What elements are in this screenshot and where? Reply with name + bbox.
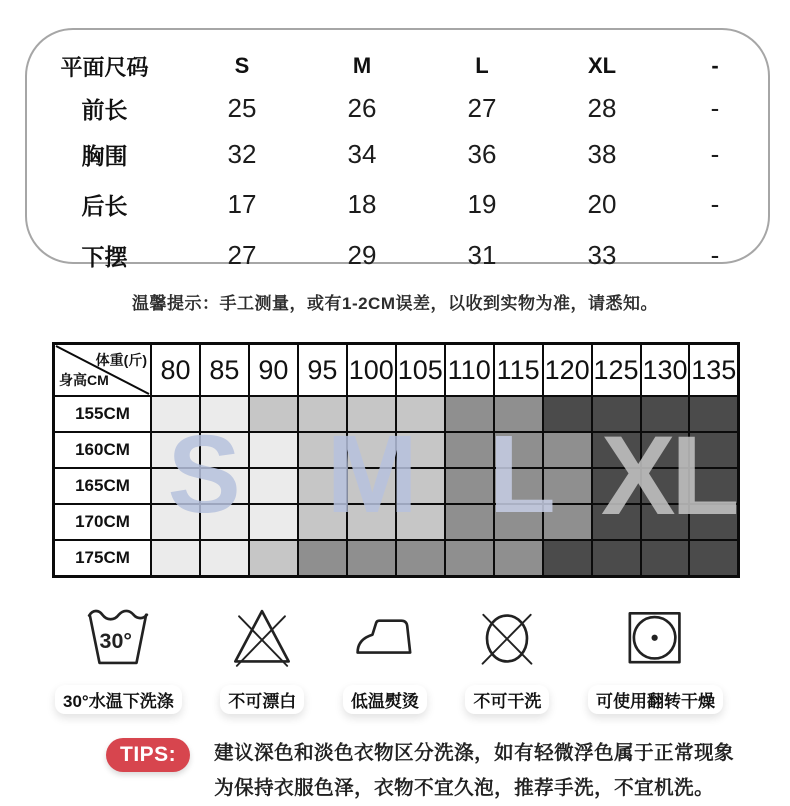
matrix-weight-header: 95 bbox=[298, 344, 347, 397]
flat-size-value: 18 bbox=[347, 188, 377, 219]
flat-size-header-cell: M bbox=[352, 53, 372, 78]
flat-size-row-label: 后长 bbox=[81, 192, 128, 219]
flat-size-value: - bbox=[710, 188, 720, 219]
care-label: 30°水温下洗涤 bbox=[55, 685, 182, 714]
flat-size-value: 26 bbox=[347, 92, 377, 123]
tumble-dry-ok-icon bbox=[618, 600, 692, 674]
flat-size-row-label: 下摆 bbox=[81, 244, 128, 270]
size-zone-cell bbox=[151, 540, 200, 577]
matrix-weight-header: 110 bbox=[445, 344, 494, 397]
tips-line-2: 为保持衣服色泽，衣物不宜久泡，推荐手洗，不宜机洗。 bbox=[214, 777, 715, 800]
size-zone-cell bbox=[543, 468, 592, 504]
corner-weight-label: 体重(斤) bbox=[95, 352, 147, 368]
corner-height-label: 身高CM bbox=[59, 372, 109, 388]
matrix-height-label: 160CM bbox=[54, 432, 152, 468]
size-zone-cell bbox=[494, 468, 543, 504]
size-zone-cell bbox=[200, 468, 249, 504]
size-zone-cell bbox=[445, 540, 494, 577]
tips-line-1: 建议深色和淡色衣物区分洗涤，如有轻微浮色属于正常现象 bbox=[214, 742, 735, 764]
size-zone-cell bbox=[396, 504, 445, 540]
flat-size-value: 32 bbox=[227, 139, 257, 169]
care-item bbox=[465, 600, 549, 714]
care-item bbox=[343, 600, 427, 714]
size-zone-cell bbox=[151, 468, 200, 504]
size-zone-cell bbox=[445, 468, 494, 504]
flat-size-value: 36 bbox=[467, 139, 497, 169]
size-zone-cell bbox=[151, 396, 200, 432]
flat-size-row-label: 前长 bbox=[81, 96, 128, 123]
flat-size-header-cell: XL bbox=[587, 53, 617, 78]
flat-size-value: 29 bbox=[347, 240, 377, 270]
size-zone-cell bbox=[592, 468, 641, 504]
flat-size-value: 20 bbox=[587, 188, 617, 219]
size-zone-cell bbox=[396, 468, 445, 504]
size-zone-cell bbox=[494, 540, 543, 577]
size-zone-cell bbox=[347, 504, 396, 540]
size-zone-cell bbox=[151, 432, 200, 468]
svg-text:30°: 30° bbox=[99, 629, 133, 654]
matrix-height-label: 170CM bbox=[54, 504, 152, 540]
matrix-weight-header: 100 bbox=[347, 344, 396, 397]
flat-size-header-cell: S bbox=[234, 53, 250, 78]
flat-size-value: 38 bbox=[587, 139, 617, 169]
matrix-row bbox=[54, 540, 739, 577]
flat-size-header-cell: L bbox=[475, 53, 489, 78]
matrix-height-label: 155CM bbox=[54, 396, 152, 432]
wash-30-icon bbox=[81, 600, 155, 674]
size-zone-cell bbox=[396, 432, 445, 468]
size-zone-cell bbox=[494, 432, 543, 468]
size-zone-cell bbox=[249, 396, 298, 432]
size-zone-cell bbox=[494, 396, 543, 432]
flat-size-value: 17 bbox=[227, 188, 257, 219]
size-zone-cell bbox=[249, 504, 298, 540]
flat-size-table bbox=[25, 28, 770, 270]
care-label: 低温熨烫 bbox=[343, 685, 427, 714]
flat-size-value: 28 bbox=[587, 92, 617, 123]
height-weight-size-matrix bbox=[52, 342, 740, 570]
size-zone-cell bbox=[200, 504, 249, 540]
matrix-row bbox=[54, 432, 739, 468]
flat-size-value: 27 bbox=[467, 92, 497, 123]
size-zone-cell bbox=[445, 504, 494, 540]
matrix-corner-cell bbox=[54, 344, 152, 397]
matrix-weight-header: 120 bbox=[543, 344, 592, 397]
size-zone-cell bbox=[200, 540, 249, 577]
matrix-header-row bbox=[54, 344, 739, 397]
care-item bbox=[588, 600, 723, 714]
size-zone-cell bbox=[689, 468, 738, 504]
size-zone-cell bbox=[347, 468, 396, 504]
size-letter-xl: XL bbox=[600, 413, 736, 538]
size-zone-cell bbox=[543, 540, 592, 577]
size-zone-cell bbox=[641, 468, 690, 504]
size-zone-cell bbox=[347, 432, 396, 468]
size-zone-cell bbox=[543, 396, 592, 432]
size-zone-cell bbox=[298, 396, 347, 432]
flat-size-value: 33 bbox=[587, 240, 617, 270]
size-matrix-table bbox=[52, 342, 740, 578]
tips-badge: TIPS: bbox=[106, 738, 190, 772]
size-letter-m: M bbox=[326, 413, 414, 536]
size-zone-cell bbox=[641, 504, 690, 540]
size-zone-cell bbox=[249, 468, 298, 504]
care-label: 可使用翻转干燥 bbox=[588, 685, 723, 714]
matrix-height-label: 175CM bbox=[54, 540, 152, 577]
matrix-weight-header: 85 bbox=[200, 344, 249, 397]
size-zone-cell bbox=[543, 504, 592, 540]
size-zone-cell bbox=[396, 540, 445, 577]
size-zone-cell bbox=[543, 432, 592, 468]
flat-size-header-cell: 平面尺码 bbox=[60, 54, 149, 80]
size-zone-cell bbox=[445, 396, 494, 432]
care-label: 不可漂白 bbox=[220, 685, 304, 714]
tips-section bbox=[106, 736, 734, 806]
size-zone-cell bbox=[689, 540, 738, 577]
size-zone-cell bbox=[249, 432, 298, 468]
size-zone-cell bbox=[298, 540, 347, 577]
flat-size-value: - bbox=[710, 139, 720, 169]
matrix-row bbox=[54, 504, 739, 540]
matrix-weight-header: 115 bbox=[494, 344, 543, 397]
size-zone-cell bbox=[494, 504, 543, 540]
flat-size-value: - bbox=[710, 92, 720, 123]
care-item bbox=[220, 600, 304, 714]
size-zone-cell bbox=[689, 504, 738, 540]
size-zone-cell bbox=[298, 432, 347, 468]
flat-size-value: 31 bbox=[467, 240, 497, 270]
size-zone-cell bbox=[396, 396, 445, 432]
flat-size-value: - bbox=[710, 240, 720, 270]
tips-text bbox=[214, 736, 734, 806]
iron-low-temp-icon bbox=[348, 600, 422, 674]
matrix-weight-header: 130 bbox=[641, 344, 690, 397]
matrix-weight-header: 80 bbox=[151, 344, 200, 397]
matrix-weight-header: 105 bbox=[396, 344, 445, 397]
flat-size-value: 27 bbox=[227, 240, 257, 270]
size-zone-cell bbox=[641, 540, 690, 577]
size-zone-cell bbox=[151, 504, 200, 540]
size-zone-cell bbox=[689, 432, 738, 468]
size-zone-cell bbox=[200, 396, 249, 432]
size-letter-l: L bbox=[488, 413, 552, 536]
matrix-row bbox=[54, 396, 739, 432]
size-zone-cell bbox=[592, 396, 641, 432]
matrix-height-label: 165CM bbox=[54, 468, 152, 504]
size-letter-s: S bbox=[167, 413, 237, 536]
flat-size-header-cell: - bbox=[711, 53, 719, 78]
size-zone-cell bbox=[592, 540, 641, 577]
size-zone-cell bbox=[592, 504, 641, 540]
matrix-weight-header: 125 bbox=[592, 344, 641, 397]
size-zone-cell bbox=[298, 504, 347, 540]
care-label: 不可干洗 bbox=[465, 685, 549, 714]
size-zone-cell bbox=[689, 396, 738, 432]
matrix-row bbox=[54, 468, 739, 504]
measurement-notice: 温馨提示：手工测量，或有1-2CM误差，以收到实物为准，请悉知。 bbox=[131, 294, 658, 313]
size-zone-cell bbox=[592, 432, 641, 468]
flat-size-value: 25 bbox=[227, 92, 257, 123]
flat-size-value: 34 bbox=[347, 139, 377, 169]
size-zone-cell bbox=[298, 468, 347, 504]
matrix-weight-header: 90 bbox=[249, 344, 298, 397]
matrix-weight-header: 135 bbox=[689, 344, 738, 397]
care-instructions-row bbox=[55, 600, 723, 714]
size-zone-cell bbox=[641, 432, 690, 468]
size-zone-cell bbox=[249, 540, 298, 577]
size-zone-cell bbox=[641, 396, 690, 432]
size-zone-cell bbox=[445, 432, 494, 468]
size-zone-cell bbox=[347, 540, 396, 577]
size-zone-cell bbox=[200, 432, 249, 468]
flat-size-value: 19 bbox=[467, 188, 497, 219]
no-bleach-icon bbox=[225, 600, 299, 674]
no-dry-clean-icon bbox=[470, 600, 544, 674]
care-item bbox=[55, 600, 182, 714]
flat-size-row-label: 胸围 bbox=[81, 143, 128, 169]
size-zone-cell bbox=[347, 396, 396, 432]
